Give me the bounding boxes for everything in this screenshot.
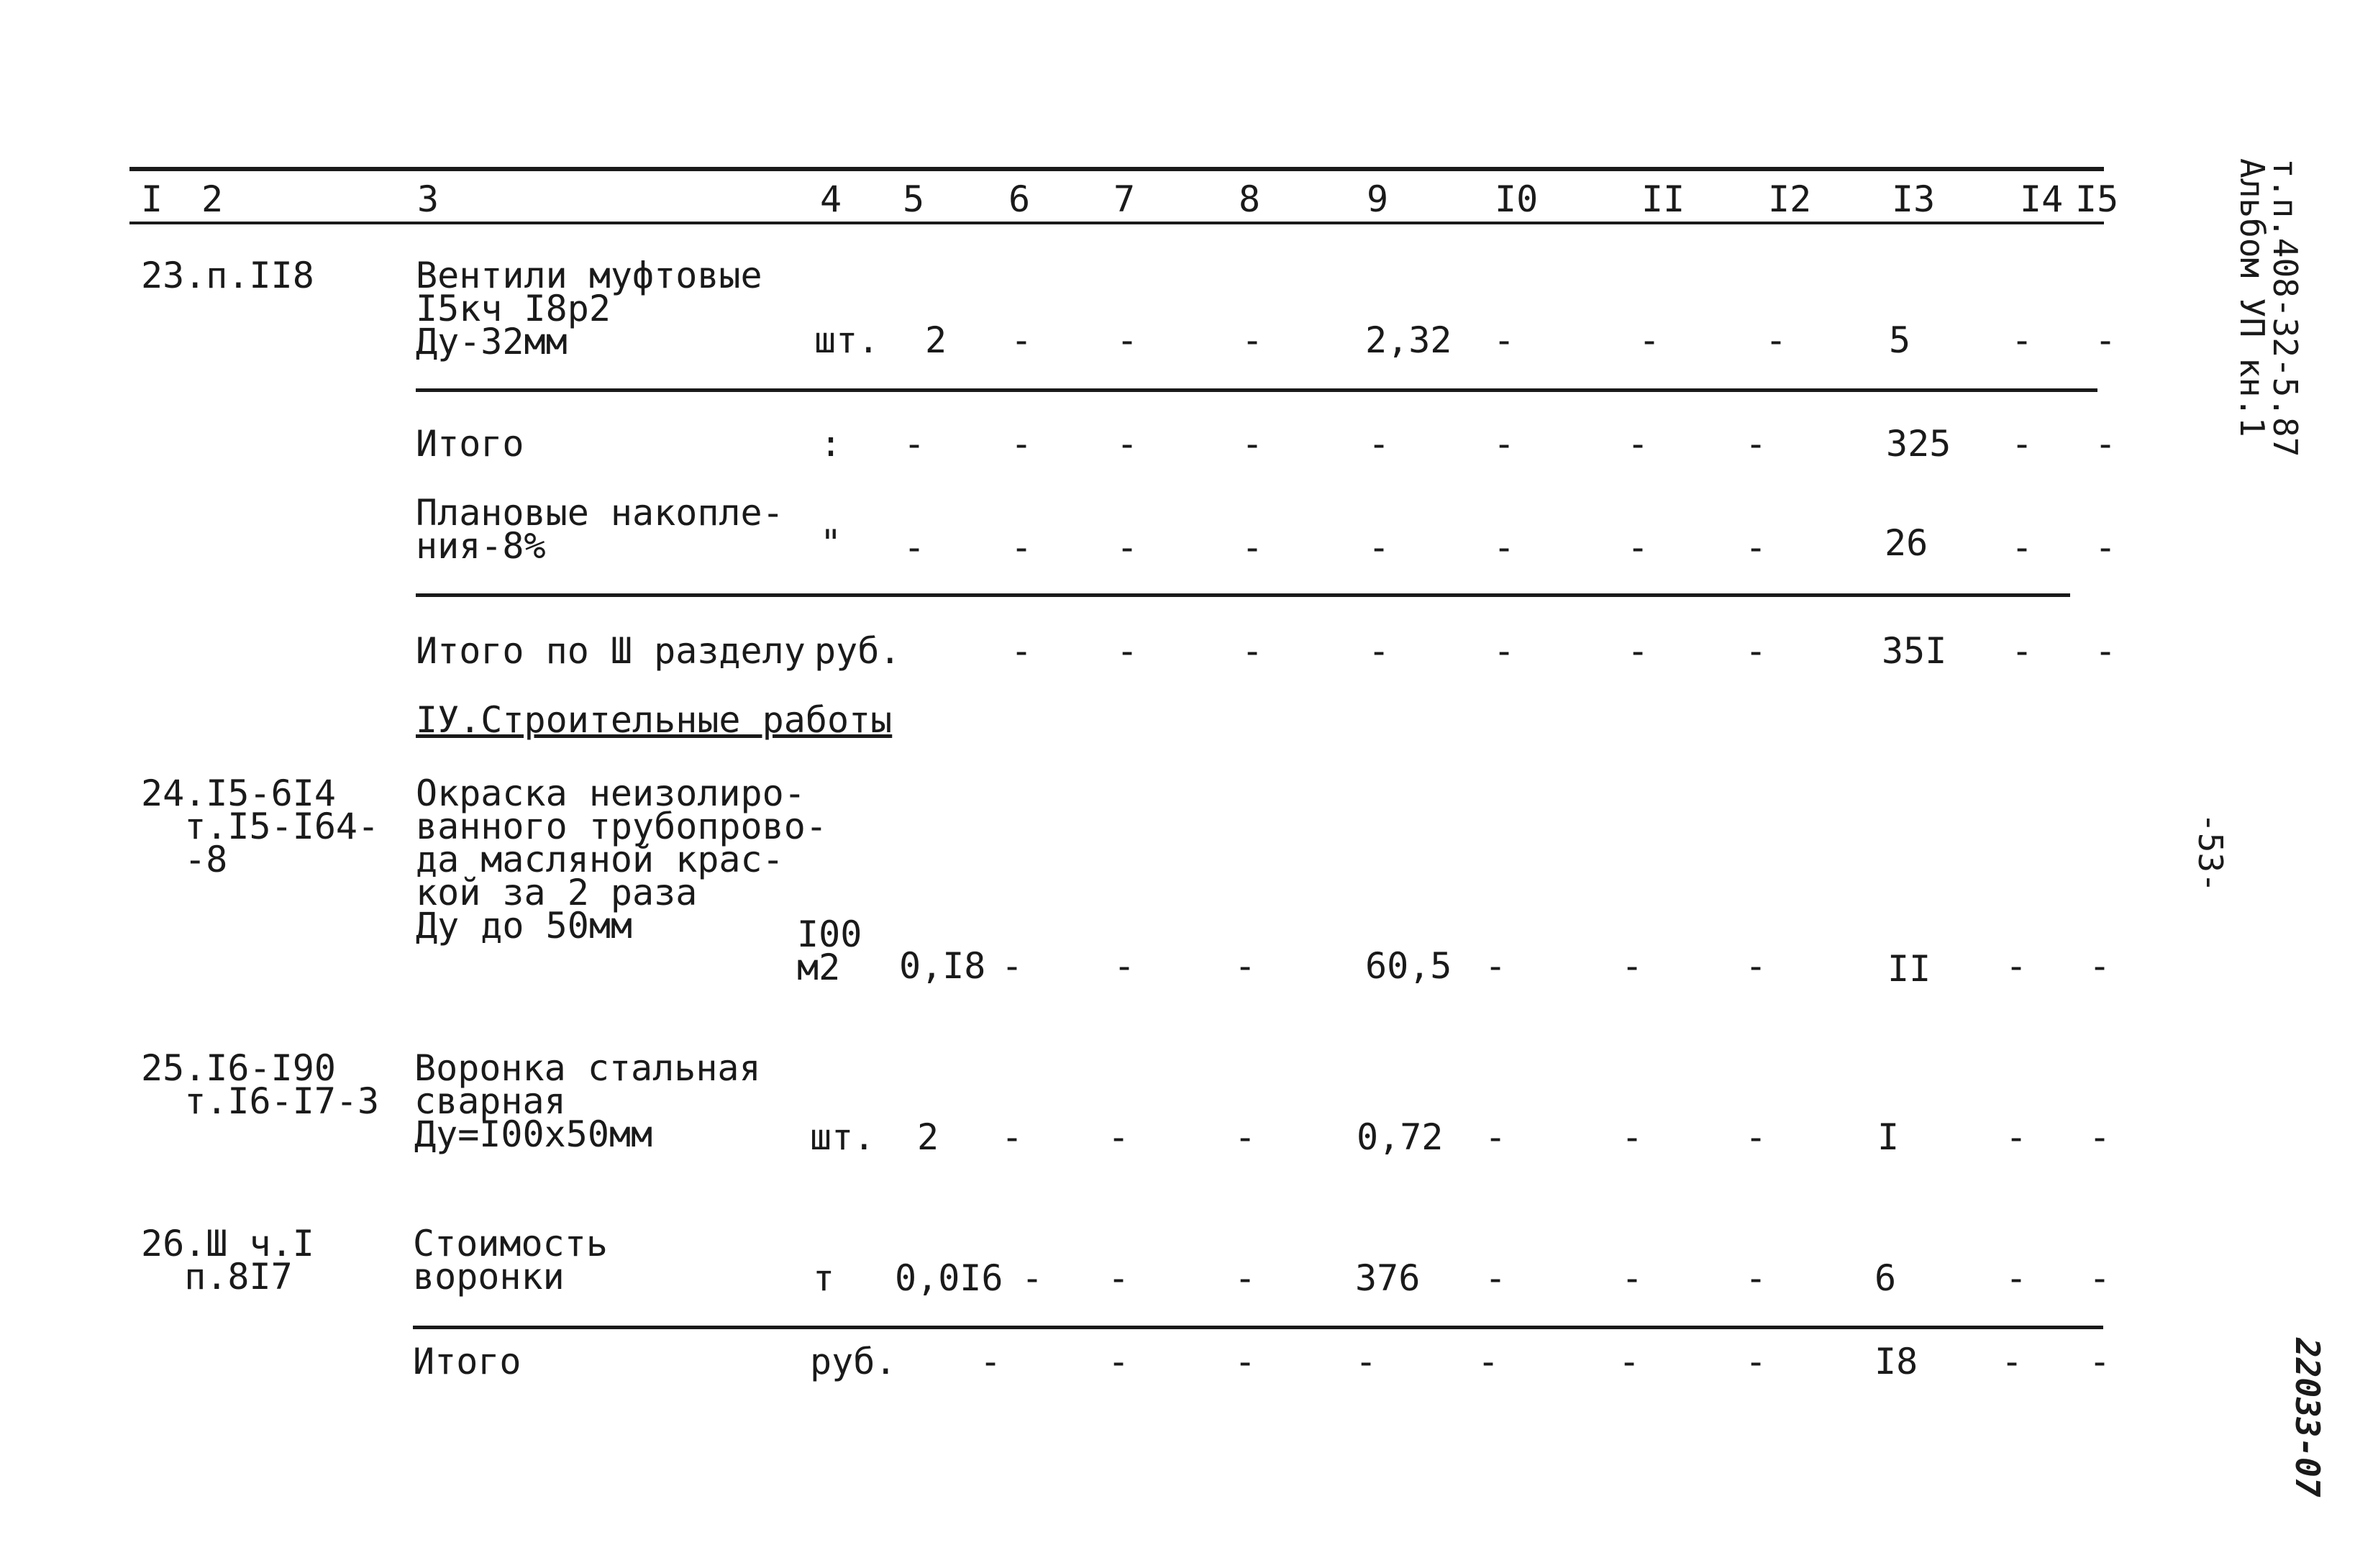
row-23-name: Вентили муфтовые I5кч I8р2 Ду-32мм [416,255,762,363]
final-total-c9: - [1355,1341,1377,1382]
planned-savings-c6: - [1011,527,1033,568]
rule-after-26 [413,1326,2103,1329]
top-rule [129,167,2104,171]
subtotal-c12: - [1745,423,1767,465]
section-total-c7: - [1116,630,1139,672]
planned-savings-c14: - [2011,527,2033,568]
rule-after-savings [416,593,2070,597]
page-mark: -53- [2191,813,2230,893]
planned-savings-c7: - [1116,527,1139,568]
subtotal-name: Итого [416,423,524,465]
row-23-total: 5 [1889,319,1911,361]
row-23-code: 23.п.II8 [141,255,314,296]
row-24-price: 60,5 [1365,945,1452,987]
header-col-15: I5 [2075,178,2119,220]
side-stamp: т.п.408-32-5.87 Альбом УП кн.1 [2233,158,2305,457]
row-26-code: 26.Ш ч.I п.8I7 [141,1223,314,1298]
planned-savings-c12: - [1745,527,1767,568]
row-24-c12: - [1745,945,1767,987]
header-col-2: 2 [201,178,224,220]
subtotal-c7: - [1116,423,1139,465]
section-total-unit: руб. [814,630,901,672]
header-col-8: 8 [1239,178,1261,220]
row-25-price: 0,72 [1357,1116,1444,1158]
planned-savings-c8: - [1242,527,1264,568]
planned-savings-name: Плановые накопле- ния-8% [416,492,784,567]
section-total-c15: - [2095,630,2117,672]
row-25-c12: - [1745,1116,1767,1158]
header-bottom-rule [129,222,2104,224]
section-total-c6: - [1011,630,1033,672]
planned-savings-c11: - [1627,527,1649,568]
row-26-c8: - [1234,1257,1257,1299]
row-25-c15: - [2089,1116,2111,1158]
subtotal-c6: - [1011,423,1033,465]
row-26-c15: - [2089,1257,2111,1299]
subtotal-c14: - [2011,423,2033,465]
header-col-9: 9 [1367,178,1389,220]
planned-savings-unit: " [820,522,842,564]
planned-savings-total: 26 [1885,522,1928,564]
row-26-total: 6 [1874,1257,1897,1299]
row-25-c6: - [1001,1116,1024,1158]
header-col-3: 3 [417,178,439,220]
rule-after-23 [416,388,2097,392]
row-26-qty: 0,0I6 [895,1257,1003,1299]
subtotal-c15: - [2095,423,2117,465]
header-col-1: I [141,178,163,220]
row-23-c14: - [2011,319,2033,361]
subtotal-c9: - [1368,423,1390,465]
final-total-unit: руб. [810,1341,897,1382]
row-26-c11: - [1621,1257,1644,1299]
header-col-14: I4 [2020,178,2064,220]
final-total-c14: - [2001,1341,2023,1382]
row-25-c8: - [1234,1116,1257,1158]
header-col-5: 5 [903,178,925,220]
row-24-total: II [1887,948,1931,990]
row-23-c8: - [1242,319,1264,361]
row-24-unit: I00 м2 [797,913,862,988]
row-24-c6: - [1001,945,1024,987]
header-col-13: I3 [1892,178,1936,220]
row-24-c10: - [1485,945,1507,987]
final-total-c15: - [2089,1341,2111,1382]
document-number: 22033-07 [2288,1338,2327,1498]
subtotal-c8: - [1242,423,1264,465]
final-total-c12: - [1745,1341,1767,1382]
section-total-c11: - [1627,630,1649,672]
header-col-6: 6 [1008,178,1031,220]
row-25-qty: 2 [917,1116,939,1158]
row-25-c14: - [2005,1116,2028,1158]
section-total-total: 35I [1882,630,1947,672]
row-24-c15: - [2089,945,2111,987]
section-total-c8: - [1242,630,1264,672]
row-26-c7: - [1108,1257,1130,1299]
section-total-c9: - [1368,630,1390,672]
row-23-price: 2,32 [1365,319,1452,361]
final-total-total: I8 [1874,1341,1918,1382]
final-total-c6: - [980,1341,1002,1382]
row-23-c7: - [1116,319,1139,361]
final-total-c8: - [1234,1341,1257,1382]
planned-savings-c15: - [2095,527,2117,568]
section-total-c12: - [1745,630,1767,672]
row-26-c6: - [1021,1257,1044,1299]
row-26-name: Стоимость воронки [413,1223,608,1298]
planned-savings-c9: - [1368,527,1390,568]
header-col-4: 4 [820,178,842,220]
final-total-c7: - [1108,1341,1130,1382]
planned-savings-c5: - [903,527,926,568]
row-25-c7: - [1108,1116,1130,1158]
subtotal-total: 325 [1886,423,1951,465]
row-25-code: 25.I6-I90 т.I6-I7-3 [141,1047,380,1122]
row-25-total: I [1877,1116,1900,1158]
header-col-11: II [1641,178,1685,220]
row-26-price: 376 [1355,1257,1421,1299]
row-23-c12: - [1765,319,1787,361]
row-23-unit: шт. [814,319,880,361]
subtotal-c10: - [1493,423,1516,465]
row-23-c6: - [1011,319,1033,361]
row-25-unit: шт. [810,1116,875,1158]
row-24-name: Окраска неизолиро- ванного трубопрово- да масляной крас- кой за 2 раза Ду до 50мм [416,772,827,947]
row-26-c10: - [1485,1257,1507,1299]
subtotal-c11: - [1627,423,1649,465]
row-23-c11: - [1639,319,1661,361]
header-col-12: I2 [1768,178,1812,220]
row-23-qty: 2 [925,319,947,361]
subtotal-unit: : [820,423,842,465]
row-24-c8: - [1234,945,1257,987]
row-26-unit: т [813,1257,835,1299]
row-25-name: Воронка стальная сварная Ду=I00х50мм [414,1047,761,1155]
final-total-c11: - [1618,1341,1641,1382]
section-heading: IУ.Строительные работы [416,699,893,741]
header-col-10: I0 [1495,178,1539,220]
subtotal-c5: - [903,423,926,465]
section-total-c10: - [1493,630,1516,672]
row-23-c10: - [1493,319,1516,361]
section-total-c14: - [2011,630,2033,672]
row-24-qty: 0,I8 [899,945,986,987]
row-26-c14: - [2005,1257,2028,1299]
row-24-c7: - [1113,945,1136,987]
row-24-c14: - [2005,945,2028,987]
row-24-c11: - [1621,945,1644,987]
row-23-c15: - [2095,319,2117,361]
header-col-7: 7 [1113,178,1136,220]
section-total-name: Итого по Ш разделу [416,630,806,672]
row-25-c10: - [1485,1116,1507,1158]
final-total-c10: - [1477,1341,1500,1382]
row-24-code: 24.I5-6I4 т.I5-I64- -8 [141,772,380,880]
planned-savings-c10: - [1493,527,1516,568]
row-25-c11: - [1621,1116,1644,1158]
final-total-name: Итого [413,1341,521,1382]
row-26-c12: - [1745,1257,1767,1299]
